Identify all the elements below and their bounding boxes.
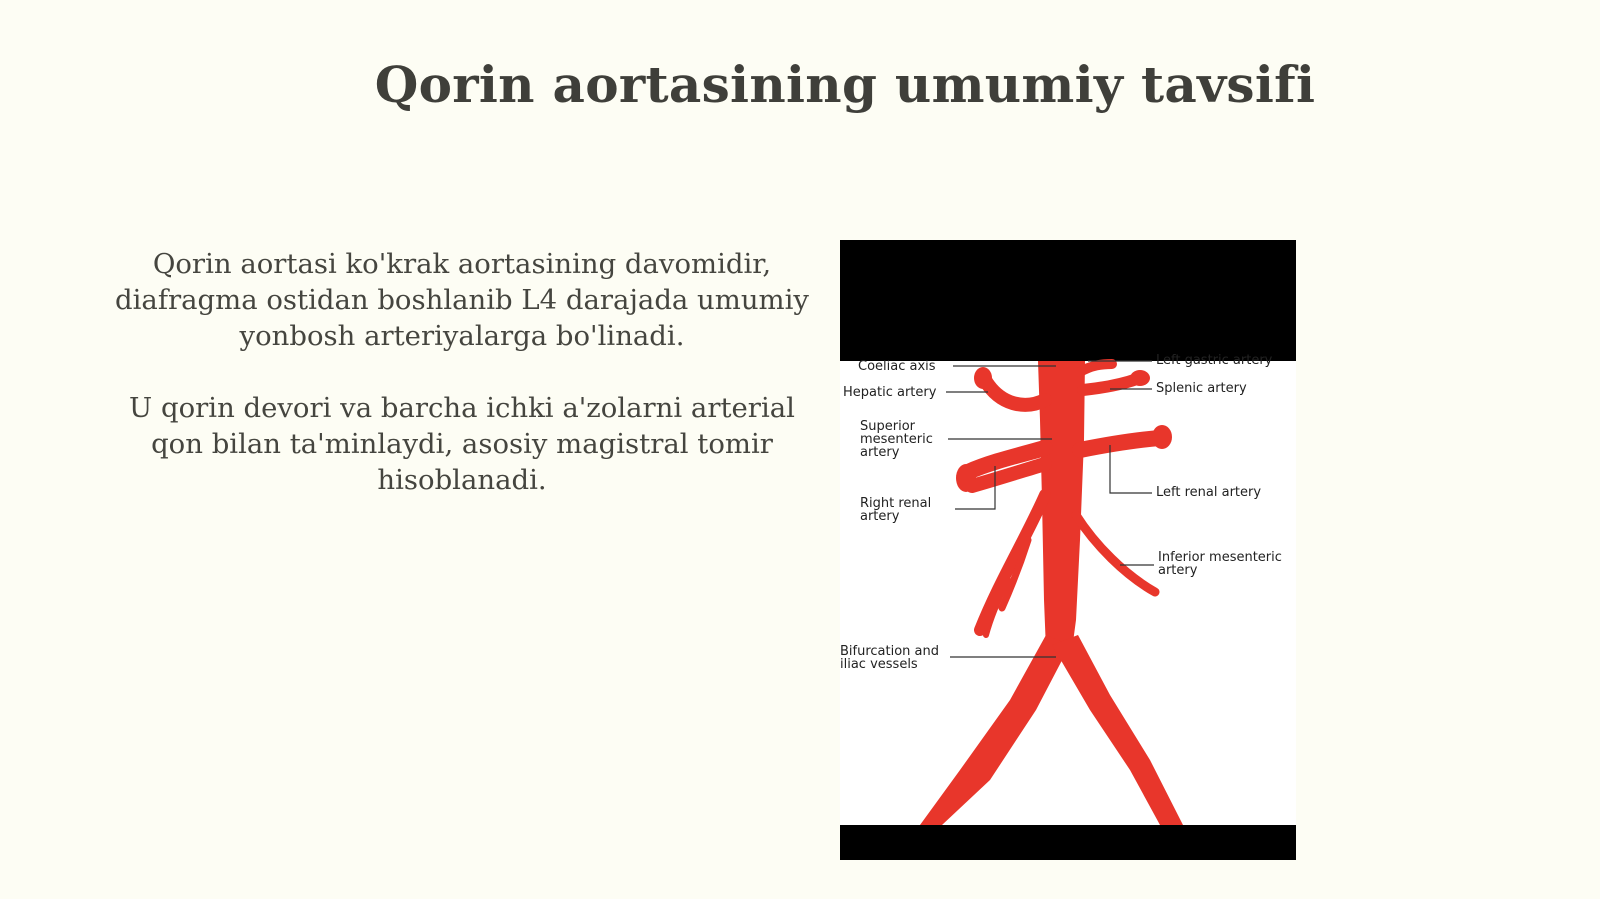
left-renal-branch xyxy=(1080,438,1160,450)
slide-title: Qorin aortasining umumiy tavsifi xyxy=(374,55,1316,114)
right-iliac-vessel xyxy=(920,635,1070,825)
label-inferior-mesenteric: Inferior mesenteric artery xyxy=(1158,550,1282,578)
label-left-gastric: Left gastric artery xyxy=(1156,353,1273,368)
label-hepatic-artery: Hepatic artery xyxy=(843,385,937,400)
inferior-mesenteric-branch xyxy=(1076,515,1155,592)
paragraph-1: Qorin aortasi ko'krak aortasining davomidir, diafragma ostidan boshlanib L4 darajada umumiy yonbosh arteriyalarga bo'linadi. xyxy=(115,248,809,352)
left-iliac-vessel xyxy=(1052,635,1183,825)
label-left-renal: Left renal artery xyxy=(1156,485,1262,500)
arteries xyxy=(920,361,1183,825)
label-splenic: Splenic artery xyxy=(1156,381,1247,396)
black-bar-bottom xyxy=(840,825,1296,860)
label-coeliac-axis: Coeliac axis xyxy=(858,359,936,374)
aorta-diagram xyxy=(840,240,1296,860)
slide-body xyxy=(112,246,812,534)
paragraph-2: U qorin devori va barcha ichki a'zolarni arterial qon bilan ta'minlaydi, asosiy magistral tomir hisoblanadi. xyxy=(129,392,795,496)
right-lower-branch xyxy=(980,495,1045,630)
label-bifurcation: Bifurcation and iliac vessels xyxy=(840,644,940,672)
label-superior-mesenteric: Superior mesenteric artery xyxy=(860,419,933,460)
splenic-branch xyxy=(1083,379,1137,390)
left-gastric-branch xyxy=(1080,364,1112,372)
label-right-renal: Right renal artery xyxy=(860,496,932,524)
hepatic-branch xyxy=(985,380,1045,405)
